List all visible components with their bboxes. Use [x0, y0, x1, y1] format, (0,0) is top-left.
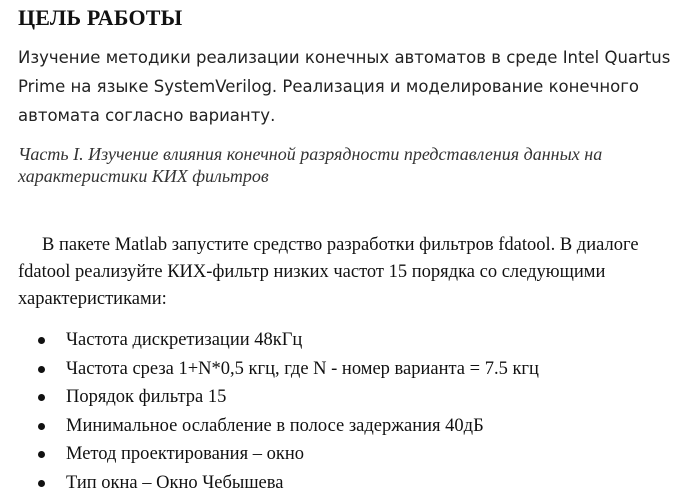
- bullet-icon: [38, 423, 45, 430]
- list-item-text: Метод проектирования – окно: [66, 444, 304, 464]
- list-item: [18, 383, 688, 412]
- list-item: [18, 412, 688, 441]
- bullet-icon: [38, 451, 45, 458]
- section-heading: ЦЕЛЬ РАБОТЫ: [18, 5, 183, 30]
- intro-paragraph: Изучение методики реализации конечных автоматов в среде Intel Quartus Prime на языке SystemVerilog. Реализация и моделирование конечного автомата согласно варианту.: [18, 48, 671, 125]
- part-subheading: Часть I. Изучение влияния конечной разрядности представления данных на характеристики КИХ фильтров: [18, 144, 603, 186]
- list-item: [18, 355, 688, 384]
- bullet-icon: [38, 337, 45, 344]
- list-item-text: Частота среза 1+N*0,5 кгц, где N - номер варианта = 7.5 кгц: [66, 358, 539, 379]
- list-item: [18, 440, 688, 469]
- list-item-text: Минимальное ослабление в полосе задержания 40дБ: [66, 415, 484, 436]
- list-item: [18, 469, 688, 498]
- bullet-icon: [38, 480, 45, 487]
- list-item-text: Порядок фильтра 15: [66, 387, 227, 407]
- list-item: [18, 326, 688, 355]
- list-item-text: Частота дискретизации 48кГц: [66, 330, 303, 350]
- bullet-icon: [38, 366, 45, 373]
- characteristics-list: [18, 326, 688, 497]
- bullet-icon: [38, 394, 45, 401]
- list-item-text: Тип окна – Окно Чебышева: [66, 472, 284, 493]
- instruction-paragraph: В пакете Matlab запустите средство разработки фильтров fdatool. В диалоге fdatool реализуйте КИХ-фильтр низких частот 15 порядка со следующими характеристиками:: [18, 235, 639, 309]
